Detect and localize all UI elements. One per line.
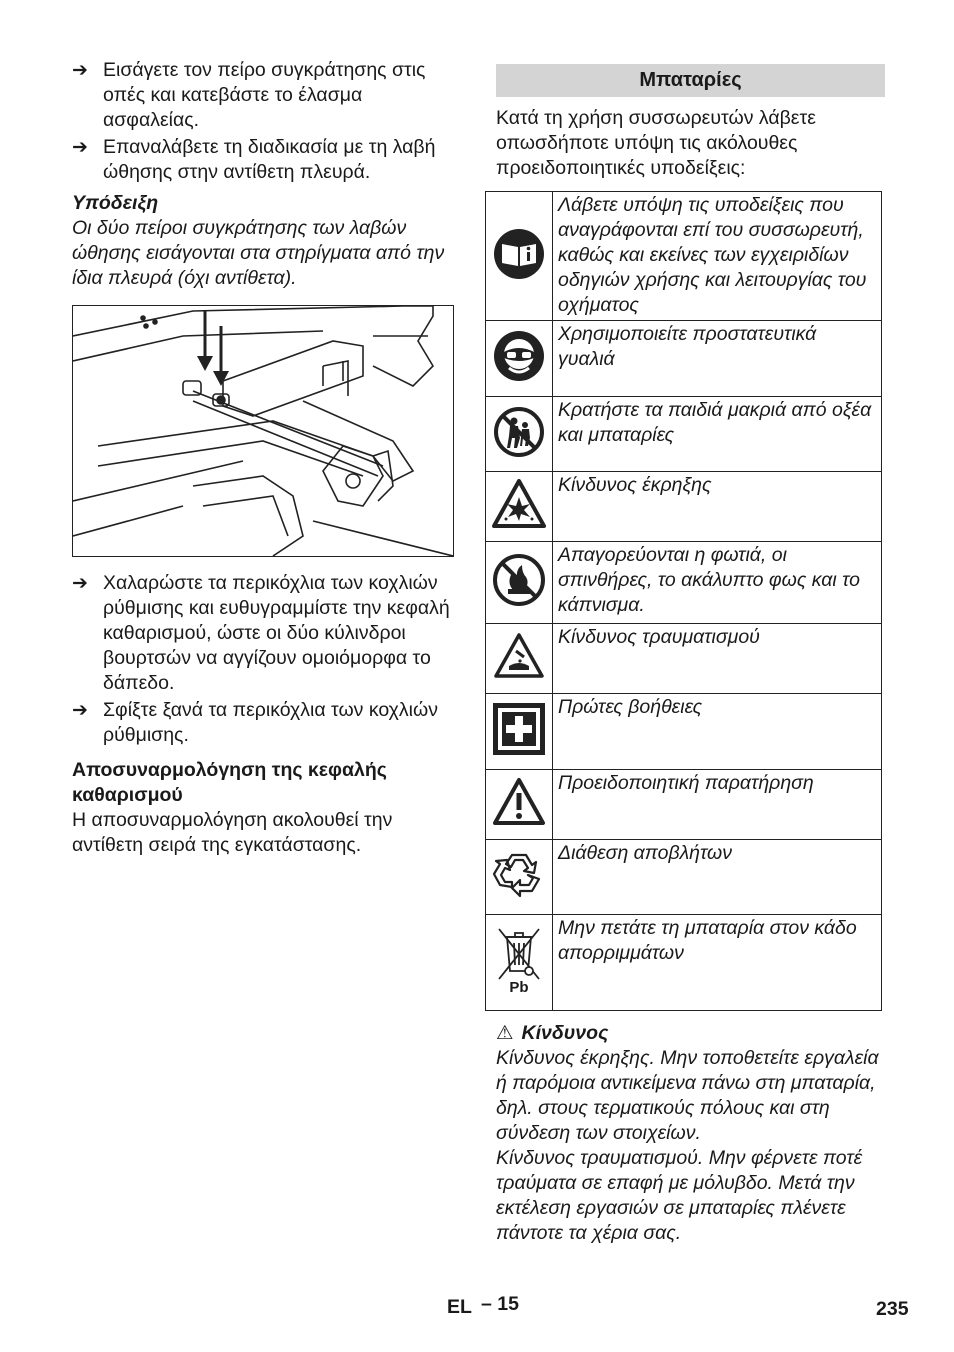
icon-cell [486, 840, 553, 915]
language-code: EL [447, 1296, 472, 1318]
danger-text: Κίνδυνος έκρηξης. Μην τοποθετείτε εργαλεία ή παρόμοια αντικείμενα πάνω στη μπαταρία, δηλ. στους τερματικούς πόλους και στη σύνδεση των στοιχείων. [496, 1047, 879, 1144]
crossed-bin-pb-icon [489, 923, 549, 1003]
symbol-description: Κρατήστε τα παιδιά μακριά από οξέα και μπαταρίες [553, 397, 882, 472]
icon-cell [486, 915, 553, 1011]
danger-text: Κίνδυνος τραυματισμού. Μην φέρνετε ποτέ τραύματα σε επαφή με μόλυβδο. Μετά την εκτέλεση εργασιών σε μπαταρίες πλένετε πάντοτε τα χέρια σας. [496, 1147, 863, 1244]
table-row [486, 770, 882, 840]
icon-cell [486, 192, 553, 321]
table-row [486, 542, 882, 624]
icon-cell [486, 542, 553, 624]
arrow-icon: ➔ [72, 700, 88, 721]
warning-icon [492, 777, 546, 827]
push-handle-bracket-drawing [73, 306, 453, 556]
recycle-icon [492, 849, 546, 901]
table-row [486, 624, 882, 694]
section-page-number: – 15 [481, 1293, 519, 1315]
table-row [486, 694, 882, 770]
step-text: Επαναλάβετε τη διαδικασία με τη λαβή ώθησης στην αντίθετη πλευρά. [103, 136, 436, 183]
symbol-description: Πρώτες βοήθειες [553, 694, 882, 770]
page-footer-section [447, 1293, 519, 1319]
symbol-description: Κίνδυνος τραυματισμού [553, 624, 882, 694]
icon-cell [486, 397, 553, 472]
danger-heading [496, 1021, 886, 1046]
table-row [486, 192, 882, 321]
arrow-icon: ➔ [72, 573, 88, 594]
step-text: Χαλαρώστε τα περικόχλια των κοχλιών ρύθμισης και ευθυγραμμίστε την κεφαλή καθαρισμού, ώστε οι δύο κύλινδροι βουρτσών να αγγίζουν ομοιόμορφα το δάπεδο. [103, 572, 450, 694]
icon-cell [486, 624, 553, 694]
symbol-description: Λάβετε υπόψη τις υποδείξεις που αναγράφονται επί του συσσωρευτή, καθώς και εκείνες των εγχειριδίων οδηγιών χρήσης και λειτουργίας του οχήματος [553, 192, 882, 321]
symbol-description: Διάθεση αποβλήτων [553, 840, 882, 915]
page-number: 235 [876, 1298, 909, 1320]
icon-cell [486, 321, 553, 397]
instruction-step [72, 571, 457, 696]
table-row [486, 397, 882, 472]
symbol-description: Χρησιμοποιείτε προστατευτικά γυαλιά [553, 321, 882, 397]
note-text: Οι δύο πείροι συγκράτησης των λαβών ώθησης εισάγονται στα στηρίγματα από την ίδια πλευρά (όχι αντίθετα). [72, 217, 445, 289]
icon-cell [486, 472, 553, 542]
symbol-description: Κίνδυνος έκρηξης [553, 472, 882, 542]
step-text: Σφίξτε ξανά τα περικόχλια των κοχλιών ρύθμισης. [103, 699, 438, 746]
arrow-icon: ➔ [72, 60, 88, 81]
symbol-description: Μην πετάτε τη μπαταρία στον κάδο απορριμμάτων [553, 915, 882, 1011]
instruction-step [72, 58, 457, 133]
symbol-description: Προειδοποιητική παρατήρηση [553, 770, 882, 840]
safety-goggles-icon [493, 330, 545, 382]
manual-info-icon [493, 228, 545, 280]
note-title: Υπόδειξη [72, 192, 159, 214]
instruction-step [72, 698, 457, 748]
pb-label: Pb [509, 978, 529, 996]
table-row [486, 915, 882, 1011]
icon-cell [486, 770, 553, 840]
arrow-icon: ➔ [72, 137, 88, 158]
warning-triangle-icon: ⚠ [496, 1022, 514, 1044]
icon-cell [486, 694, 553, 770]
step-text: Εισάγετε τον πείρο συγκράτησης στις οπές και κατεβάστε το έλασμα ασφαλείας. [103, 59, 426, 131]
intro-text: Κατά τη χρήση συσσωρευτών λάβετε οπωσδήποτε υπόψη τις ακόλουθες προειδοποιητικές υποδείξεις: [496, 107, 816, 179]
table-row [486, 840, 882, 915]
section-heading: Μπαταρίες [496, 64, 885, 97]
instruction-step [72, 135, 457, 185]
disassembly-text: Η αποσυναρμολόγηση ακολουθεί την αντίθετη σειρά της εγκατάστασης. [72, 809, 393, 856]
battery-symbols-table [485, 191, 882, 1011]
left-column [72, 58, 457, 858]
crossed-bin-icon [489, 923, 549, 985]
disassembly-heading: Αποσυναρμολόγηση της κεφαλής καθαρισμού [72, 759, 387, 806]
right-column [496, 64, 886, 1246]
no-fire-smoking-icon [492, 553, 546, 607]
explosion-hazard-icon [492, 479, 546, 529]
symbol-description: Απαγορεύονται η φωτιά, οι σπινθήρες, το ακάλυπτο φως και το κάπνισμα. [553, 542, 882, 624]
corrosive-injury-icon [494, 633, 544, 679]
table-row [486, 321, 882, 397]
mounting-illustration [72, 305, 454, 557]
table-row [486, 472, 882, 542]
danger-title: Κίνδυνος [521, 1022, 609, 1044]
first-aid-icon [493, 703, 545, 755]
keep-children-away-icon [493, 406, 545, 458]
